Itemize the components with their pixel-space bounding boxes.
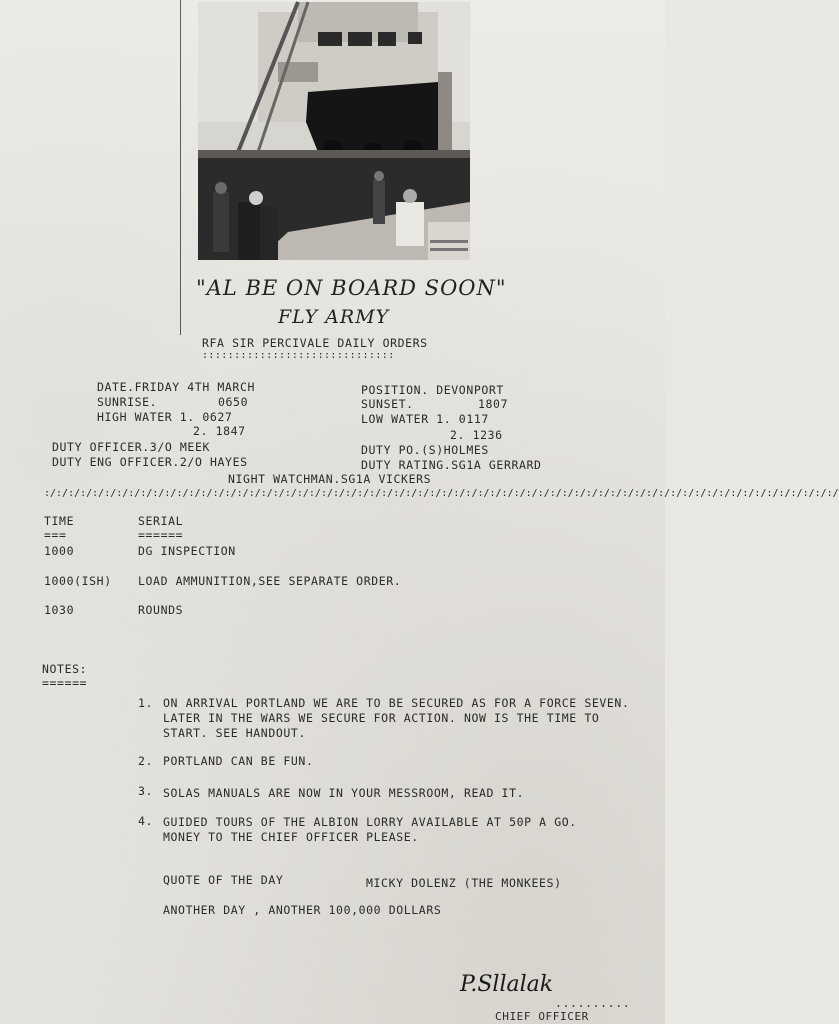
notes-header: NOTES:: [42, 662, 88, 676]
quote-author: MICKY DOLENZ (THE MONKEES): [366, 876, 562, 890]
time-underline: ===: [44, 528, 67, 542]
notes-underline: ======: [42, 676, 88, 690]
handwritten-caption-line1: "AL BE ON BOARD SOON": [196, 276, 507, 300]
title-underline: ::::::::::::::::::::::::::::::: [202, 350, 395, 361]
signature-dots: ..........: [555, 996, 631, 1010]
signature-title: CHIEF OFFICER: [495, 1010, 589, 1023]
schedule-time: 1030: [44, 603, 75, 617]
serial-underline: ======: [138, 528, 184, 542]
schedule-serial: DG INSPECTION: [138, 544, 236, 558]
sunset-value: 1807: [478, 397, 509, 411]
schedule-serial: LOAD AMMUNITION,SEE SEPARATE ORDER.: [138, 574, 402, 588]
separator-line: :/:/:/:/:/:/:/:/:/:/:/:/:/:/:/:/:/:/:/:/:/:/:/:/:/:/:/:/:/:/:/:/:/:/:/:/:/:/:/:/:/:/:/:/:/:/:/:/:/:/:/:/:/:/:/:/:/:/:/:/:/:/:/:/:/:/: [44, 488, 839, 499]
handwritten-caption-line2: FLY ARMY: [278, 306, 390, 328]
schedule-time: 1000: [44, 544, 75, 558]
schedule-serial: ROUNDS: [138, 603, 184, 617]
note-number: 1.: [138, 696, 154, 710]
note-text: SOLAS MANUALS ARE NOW IN YOUR MESSROOM, READ IT.: [163, 786, 525, 800]
serial-header: SERIAL: [138, 514, 184, 528]
sunrise-value: 0650: [218, 395, 249, 409]
note-number: 4.: [138, 814, 154, 828]
duty-eng-officer: DUTY ENG OFFICER.2/O HAYES: [52, 455, 248, 469]
low-water-2: 2. 1236: [450, 428, 503, 442]
high-water-2: 2. 1847: [193, 424, 246, 438]
duty-po: DUTY PO.(S)HOLMES: [361, 443, 489, 457]
document-title: RFA SIR PERCIVALE DAILY ORDERS: [202, 336, 428, 350]
signature-scrawl: P.Sllalak: [460, 972, 554, 997]
date-line: DATE.FRIDAY 4TH MARCH: [97, 380, 255, 394]
note-number: 3.: [138, 784, 154, 798]
quote-text: ANOTHER DAY , ANOTHER 100,000 DOLLARS: [163, 903, 442, 917]
fold-line: [180, 0, 181, 335]
note-text: ON ARRIVAL PORTLAND WE ARE TO BE SECURED AS FOR A FORCE SEVEN. LATER IN THE WARS WE SECURE FOR ACTION. NOW IS THE TIME TO START. SEE HANDOUT.: [163, 696, 630, 740]
note-text: PORTLAND CAN BE FUN.: [163, 754, 314, 768]
duty-rating: DUTY RATING.SG1A GERRARD: [361, 458, 542, 472]
sunrise-label: SUNRISE.: [97, 395, 158, 409]
low-water-1: LOW WATER 1. 0117: [361, 412, 489, 426]
position-line: POSITION. DEVONPORT: [361, 383, 504, 397]
note-number: 2.: [138, 754, 154, 768]
schedule-time: 1000(ISH): [44, 574, 112, 588]
ship-photograph: [198, 2, 470, 260]
duty-officer: DUTY OFFICER.3/O MEEK: [52, 440, 210, 454]
note-text: GUIDED TOURS OF THE ALBION LORRY AVAILABLE AT 50P A GO. MONEY TO THE CHIEF OFFICER PLEASE.: [163, 815, 577, 844]
quote-label: QUOTE OF THE DAY: [163, 873, 284, 887]
high-water-1: HIGH WATER 1. 0627: [97, 410, 233, 424]
sunset-label: SUNSET.: [361, 397, 414, 411]
night-watchman: NIGHT WATCHMAN.SG1A VICKERS: [228, 472, 432, 486]
time-header: TIME: [44, 514, 75, 528]
